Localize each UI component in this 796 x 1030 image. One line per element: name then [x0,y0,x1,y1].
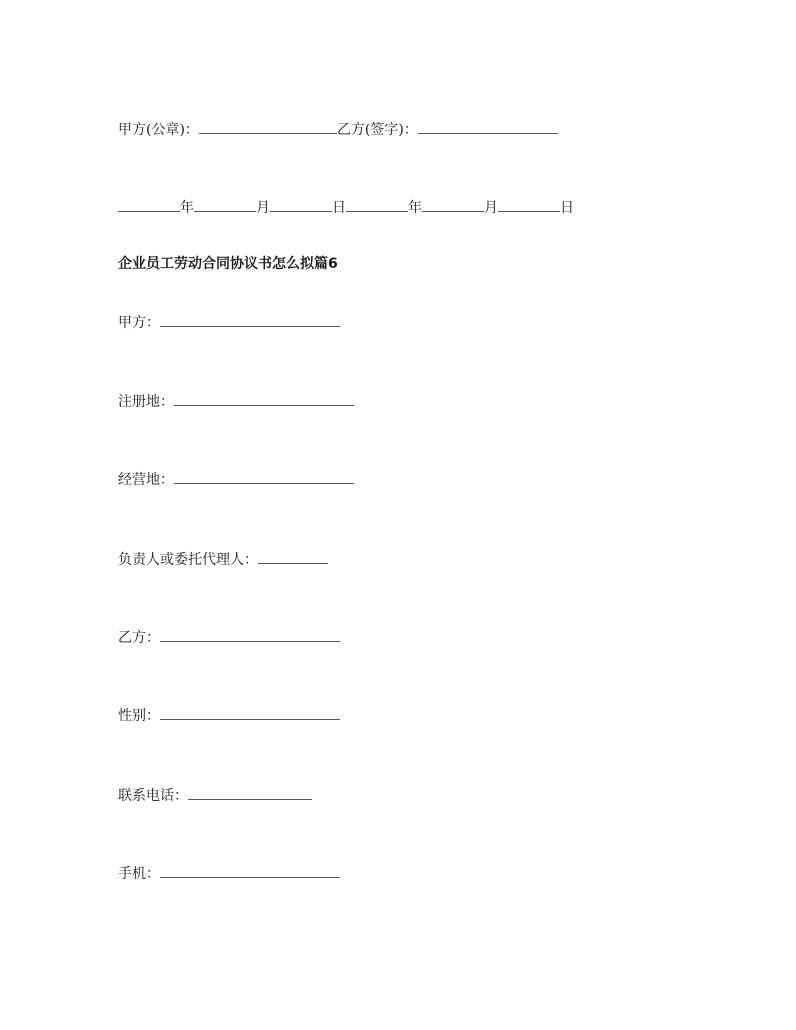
party-a-seal-blank[interactable] [199,120,337,134]
gender-row [118,706,340,725]
gender-blank[interactable] [160,706,340,720]
mobile-label: 手机： [118,866,160,882]
party-a-day-blank[interactable] [270,198,332,212]
party-b-label: 乙方： [118,630,160,646]
signature-row [118,120,558,139]
party-a-month-blank[interactable] [194,198,256,212]
party-a-label: 甲方： [118,315,160,331]
day-label: 日 [560,200,574,216]
party-a-blank[interactable] [160,313,340,327]
party-b-row [118,628,340,647]
date-row [118,198,574,217]
representative-label: 负责人或委托代理人： [118,552,258,568]
representative-row [118,550,328,569]
phone-label: 联系电话： [118,788,188,804]
party-a-row [118,313,340,332]
phone-row [118,786,312,805]
mobile-blank[interactable] [160,864,340,878]
party-b-blank[interactable] [160,628,340,642]
representative-blank[interactable] [258,550,328,564]
party-b-year-blank[interactable] [346,198,408,212]
business-address-label: 经营地： [118,472,174,488]
day-label: 日 [332,200,346,216]
registered-address-row [118,392,354,411]
party-b-month-blank[interactable] [422,198,484,212]
party-b-sign-blank[interactable] [418,120,558,134]
business-address-row [118,470,354,489]
section-heading: 企业员工劳动合同协议书怎么拟篇6 [118,256,338,272]
year-label: 年 [180,200,194,216]
month-label: 月 [484,200,498,216]
registered-address-blank[interactable] [174,392,354,406]
registered-address-label: 注册地： [118,394,174,410]
phone-blank[interactable] [188,786,312,800]
year-label: 年 [408,200,422,216]
party-a-seal-label: 甲方(公章)： [118,122,199,138]
party-b-sign-label: 乙方(签字)： [336,122,418,138]
month-label: 月 [256,200,270,216]
party-a-year-blank[interactable] [118,198,180,212]
gender-label: 性别： [118,708,160,724]
mobile-row [118,864,340,883]
business-address-blank[interactable] [174,470,354,484]
party-b-day-blank[interactable] [498,198,560,212]
